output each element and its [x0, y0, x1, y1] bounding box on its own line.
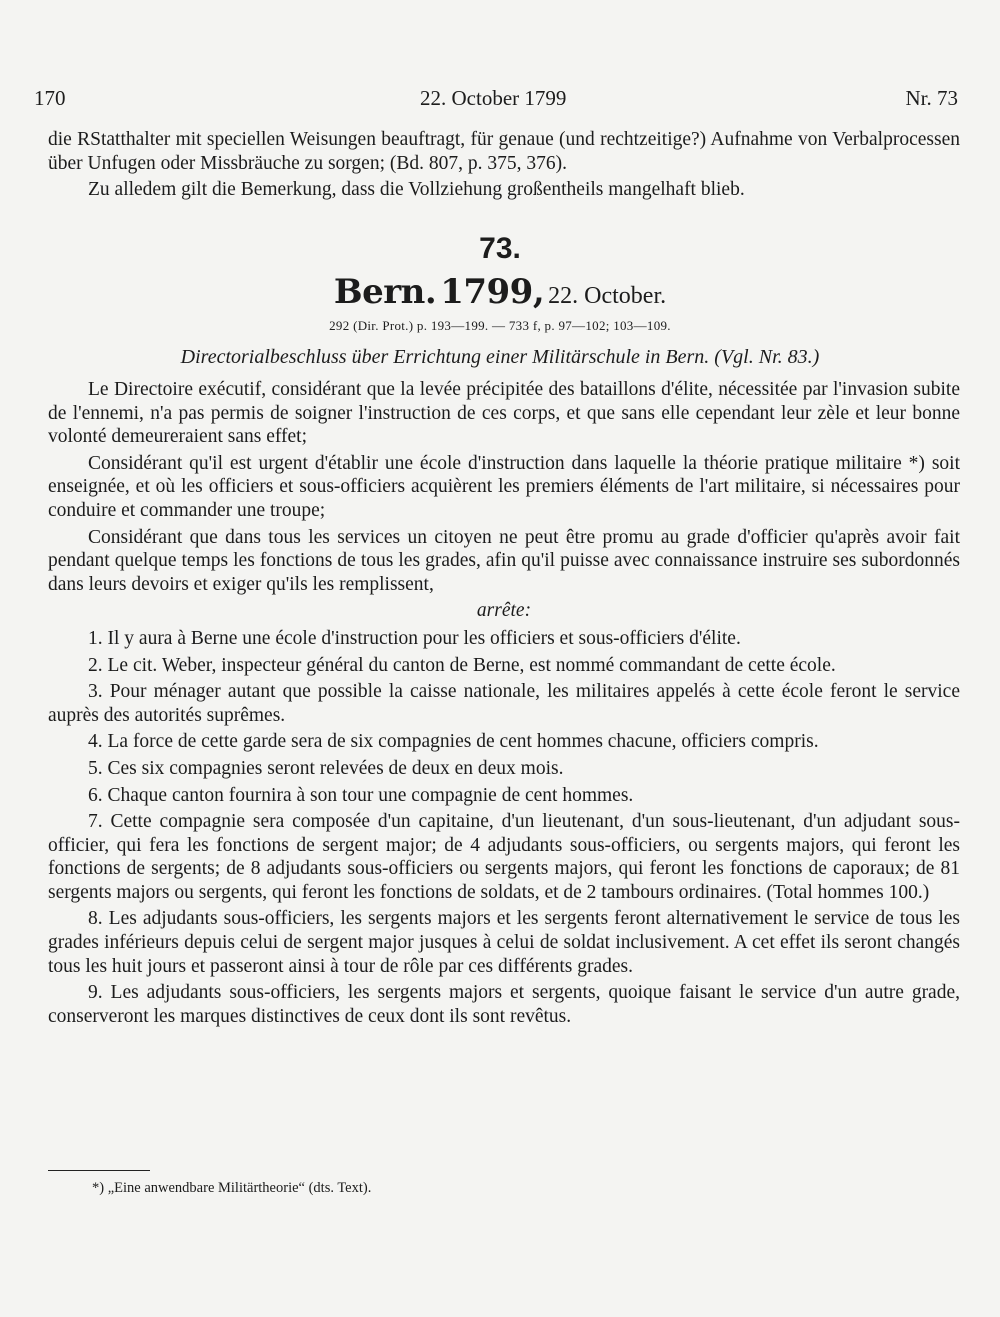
article-7: 7. Cette compagnie sera composée d'un capitaine, d'un lieutenant, d'un sous-lieutenant, d'un adjudant sous-officier, qui fera les fonctions de sergent major; de 4 adjudants sous-officiers, ou sergents majors, qui feront les fonctions de sergents; de 8 adjudants sous-officiers ou sergents majors, qui feront les fonctions de caporaux; de 81 sergents majors ou sergents, qui feront les fonctions de soldats, et de 2 tambours ordinaires. (Total hommes 100.)	[48, 811, 960, 903]
article-1: 1. Il y aura à Berne une école d'instruction pour les officiers et sous-officiers d'élite.	[88, 627, 741, 649]
document-date: 22. October.	[548, 283, 667, 309]
document-year: 1799,	[440, 272, 545, 312]
page-number: 170	[34, 86, 66, 110]
document-source: 292 (Dir. Prot.) p. 193—199. — 733 f, p. 97—102; 103—109.	[329, 318, 671, 333]
considerant-2: Considérant qu'il est urgent d'établir une école d'instruction dans laquelle la théorie pratique militaire *) soit enseignée, et où les officiers et sous-officiers acquièrent les premiers éléments de l'art militaire, si nécessaires pour conduire et commander une troupe;	[48, 452, 960, 521]
running-header-doc-ref: Nr. 73	[905, 86, 958, 110]
article-8: 8. Les adjudants sous-officiers, les sergents majors et les sergents feront alternativement le service de tous les grades inférieurs depuis celui de sergent major jusques à celui de soldat inclusivement. A cet effet ils seront changés tous les huit jours et passeront ainsi à tour de rôle par ces différents grades.	[48, 908, 960, 977]
carryover-text	[48, 128, 960, 205]
document-number: 73.	[479, 232, 521, 265]
article-5: 5. Ces six compagnies seront relevées de deux en deux mois.	[88, 757, 564, 779]
running-header-date: 22. October 1799	[420, 86, 567, 110]
article-6: 6. Chaque canton fournira à son tour une compagnie de cent hommes.	[88, 784, 634, 806]
carryover-paragraph: die RStatthalter mit speciellen Weisungen beauftragt, für genaue (und rechtzeitige?) Aufnahme von Verbalprocessen über Unfugen oder Missbräuche zu sorgen; (Bd. 807, p. 375, 376).	[48, 129, 960, 174]
document-place: Bern.	[333, 272, 437, 312]
article-3: 3. Pour ménager autant que possible la caisse nationale, les militaires appelés à cette école feront le service auprès des autorités suprêmes.	[48, 681, 960, 726]
article-2: 2. Le cit. Weber, inspecteur général du canton de Berne, est nommé commandant de cette école.	[88, 654, 836, 676]
article-4: 4. La force de cette garde sera de six compagnies de cent hommes chacune, officiers compris.	[88, 731, 819, 753]
footnote: *) „Eine anwendbare Militärtheorie“ (dts. Text).	[92, 1180, 372, 1196]
arrete-heading: arrête:	[476, 600, 532, 622]
considerant-3: Considérant que dans tous les services un citoyen ne peut être promu au grade d'officier qu'après avoir fait pendant quelque temps les fonctions de tous les grades, afin qu'il puisse avec connaissance instruire ses subordonnés dans leurs devoirs et exiger qu'ils les remplissent,	[48, 526, 960, 595]
document-subject: Directorialbeschluss über Errichtung einer Militärschule in Bern. (Vgl. Nr. 83.)	[180, 346, 820, 368]
considerant-1: Le Directoire exécutif, considérant que la levée précipitée des bataillons d'élite, nécessitée par l'invasion subite de l'ennemi, n'a pas permis de soigner l'instruction de ces corps, et que sans elle cependant leur zèle et leur bonne volonté demeureraient sans effet;	[48, 379, 960, 448]
carryover-remark: Zu alledem gilt die Bemerkung, dass die Vollziehung großentheils mangelhaft blieb.	[88, 179, 745, 201]
decree-body	[48, 378, 960, 1031]
article-9: 9. Les adjudants sous-officiers, les sergents majors et sergents, quoique faisant le service d'un autre grade, conserveront les marques distinctives de ceux dont ils sont revêtus.	[48, 982, 960, 1027]
document-heading	[0, 272, 1000, 312]
footnote-divider	[48, 1170, 150, 1171]
